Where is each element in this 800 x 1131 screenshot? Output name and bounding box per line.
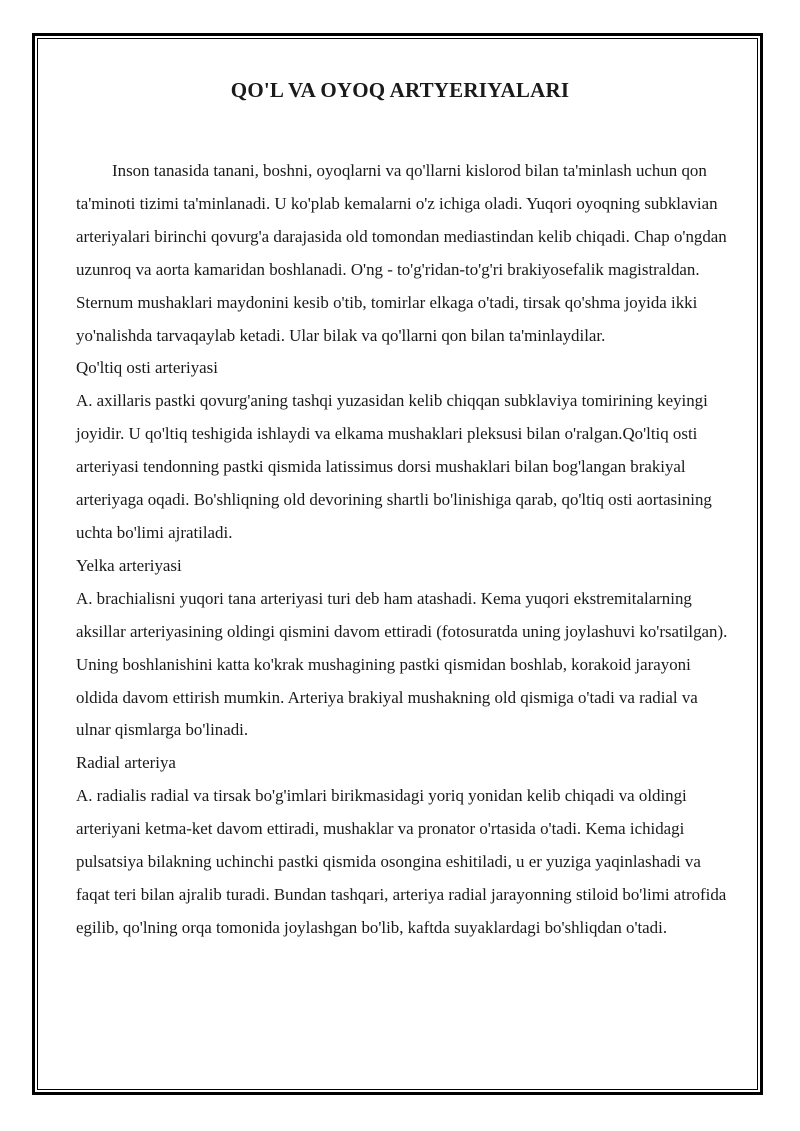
intro-paragraph: Inson tanasida tanani, boshni, oyoqlarni va qo'llarni kislorod bilan ta'minlash uchun qon ta'minoti tizimi ta'minlanadi. U ko'plab kemalarni o'z ichiga oladi. Yuqori oyoqning subklavian arteriyalari birinchi qovurg'a darajasida old tomondan mediastindan kelib chiqadi. Chap o'ngdan uzunroq va aorta kamaridan boshlanadi. O'ng - to'g'ridan-to'g'ri brakiyosefalik magistraldan. — [76, 161, 727, 279]
document-body — [76, 155, 730, 945]
axillary-heading: Qo'ltiq osti arteriyasi — [76, 358, 218, 378]
brachial-paragraph: A. brachialisni yuqori tana arteriyasi turi deb ham atashadi. Kema yuqori ekstremitalarning aksillar arteriyasining oldingi qismini davom ettiradi (fotosuratda uning joylashuvi ko'rsatilgan). Uning boshlanishini katta ko'krak mushagining pastki qismidan boshlab, korakoid jarayoni oldida davom ettirish mumkin. Arteriya brakiyal mushakning old qismiga o'tadi va radial va ulnar qismlarga bo'linadi. — [76, 588, 728, 740]
radial-heading: Radial arteriya — [76, 753, 176, 773]
brachial-heading: Yelka arteriyasi — [76, 555, 182, 575]
document-title: QO'L VA OYOQ ARTYERIYALARI — [230, 78, 570, 102]
radial-paragraph: A. radialis radial va tirsak bo'g'imlari birikmasidagi yoriq yonidan kelib chiqadi va oldingi arteriyani ketma-ket davom ettiradi, mushaklar va pronator o'rtasida o'tadi. Kema ichidagi pulsatsiya bilakning uchinchi pastki qismida osongina eshitiladi, u er yuziga yaqinlashadi va faqat teri bilan ajralib turadi. Bundan tashqari, arteriya radial jarayonning stiloid bo'limi atrofida egilib, qo'lning orqa tomonida joylashgan bo'lib, kaftda suyaklardagi bo'shliqdan o'tadi. — [76, 786, 727, 937]
sternum-paragraph: Sternum mushaklari maydonini kesib o'tib, tomirlar elkaga o'tadi, tirsak qo'shma joyida ikki yo'nalishda tarvaqaylab ketadi. Ular bilak va qo'llarni qon bilan ta'minlaydilar. — [76, 292, 698, 345]
axillary-paragraph: A. axillaris pastki qovurg'aning tashqi yuzasidan kelib chiqqan subklaviya tomirining keyingi joyidir. U qo'ltiq teshigida ishlaydi va elkama mushaklari pleksusi bilan o'ralgan.Qo'ltiq osti arteriyasi tendonning pastki qismida latissimus dorsi mushaklari bilan bog'langan brakiyal arteriyaga oqadi. Bo'shliqning old devorining shartli bo'linishiga qarab, qo'ltiq osti aortasining uchta bo'limi ajratiladi. — [76, 391, 712, 542]
